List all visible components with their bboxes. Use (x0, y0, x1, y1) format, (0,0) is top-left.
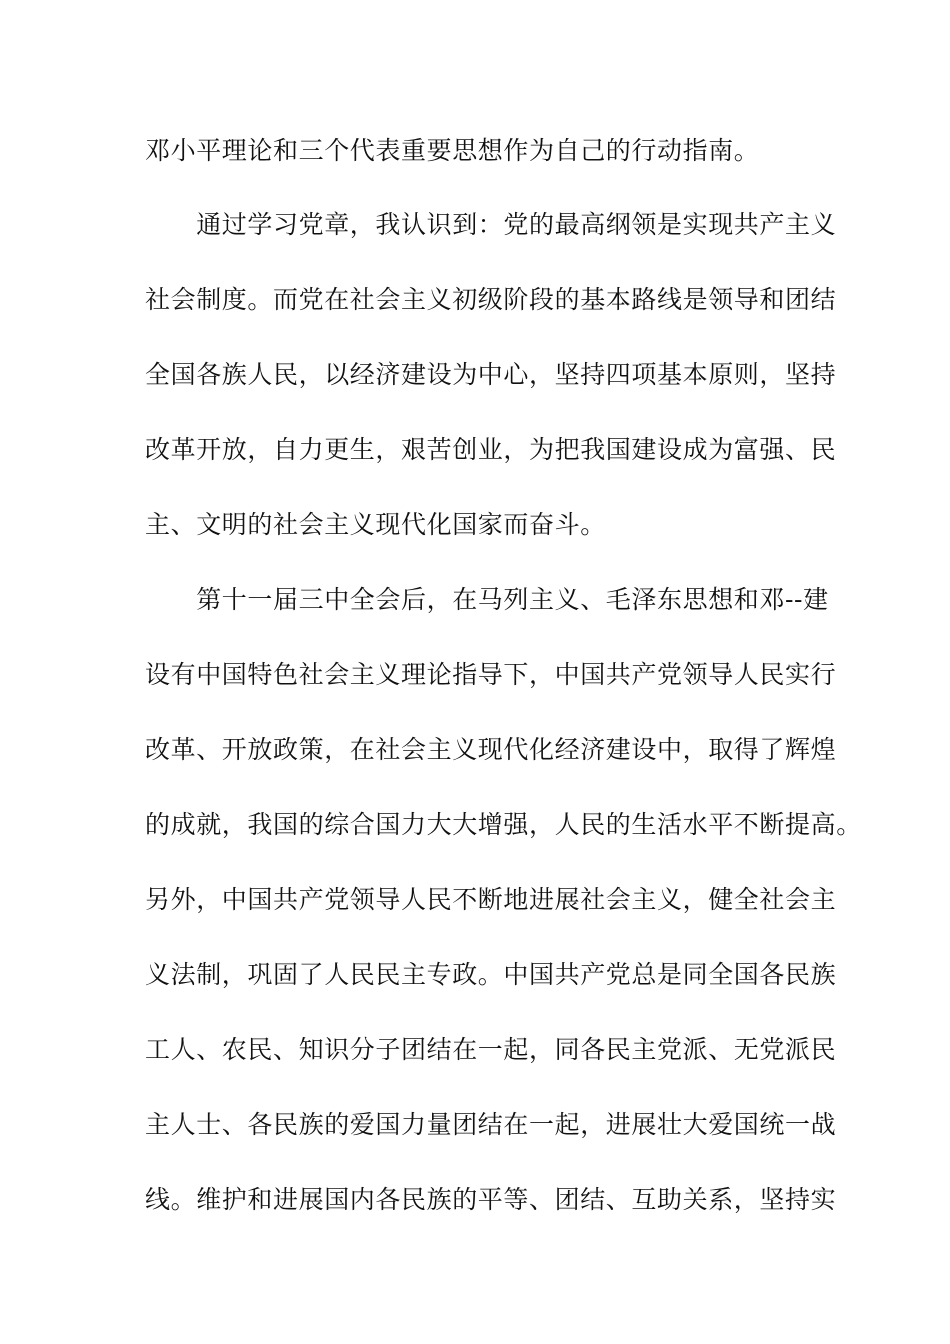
text-line: 主、文明的社会主义现代化国家而奋斗。 (145, 510, 606, 539)
text-line: 全国各族人民，以经济建设为中心，坚持四项基本原则，坚持 (145, 360, 837, 389)
text-line: 社会制度。而党在社会主义初级阶段的基本路线是领导和团结 (145, 285, 837, 314)
text-line: 另外，中国共产党领导人民不断地进展社会主义，健全社会主 (145, 885, 837, 914)
text-line: 第十一届三中全会后，在马列主义、毛泽东思想和邓--建 (145, 585, 829, 614)
text-line: 主人士、各民族的爱国力量团结在一起，进展壮大爱国统一战 (145, 1110, 837, 1139)
text-line: 改革开放，自力更生，艰苦创业，为把我国建设成为富强、民 (145, 435, 837, 464)
text-line: 线。维护和进展国内各民族的平等、团结、互助关系，坚持实 (145, 1185, 837, 1214)
text-line: 邓小平理论和三个代表重要思想作为自己的行动指南。 (145, 136, 760, 165)
text-line: 通过学习党章，我认识到：党的最高纲领是实现共产主义 (145, 210, 837, 239)
text-line: 义法制，巩固了人民民主专政。中国共产党总是同全国各民族 (145, 960, 837, 989)
text-line: 设有中国特色社会主义理论指导下，中国共产党领导人民实行 (145, 660, 837, 689)
text-line: 的成就，我国的综合国力大大增强，人民的生活水平不断提高。 (145, 810, 862, 839)
text-line: 工人、农民、知识分子团结在一起，同各民主党派、无党派民 (145, 1035, 837, 1064)
text-line: 改革、开放政策，在社会主义现代化经济建设中，取得了辉煌 (145, 735, 837, 764)
